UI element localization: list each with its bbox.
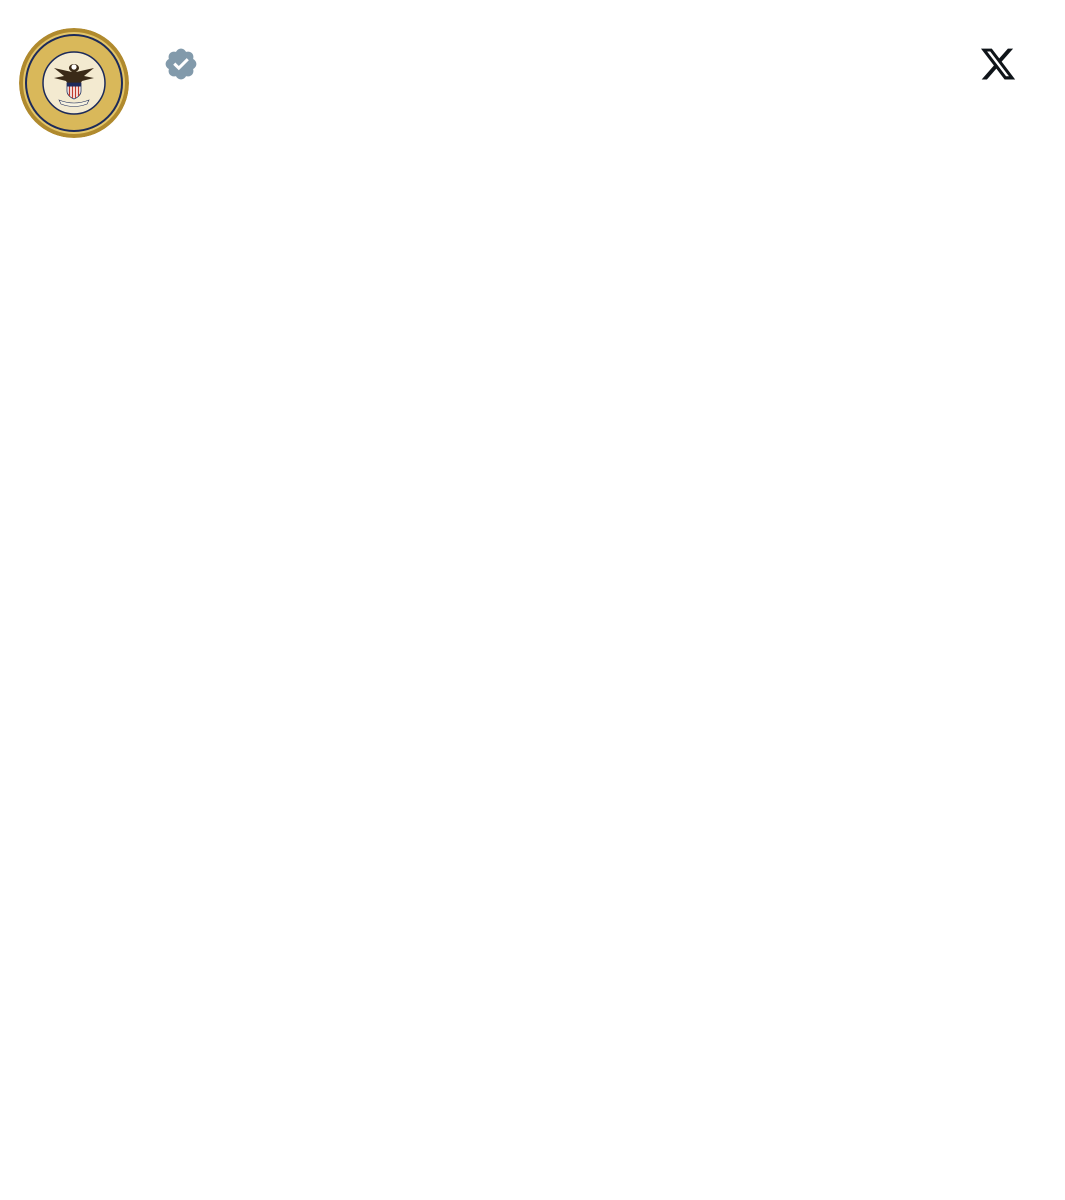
x-logo-icon [979, 45, 1017, 83]
name-row [155, 40, 199, 88]
source-watermark [979, 40, 1019, 88]
avatar[interactable] [19, 28, 129, 138]
verified-badge-icon [163, 46, 199, 82]
author-identity [155, 40, 199, 90]
doj-seal-icon [19, 28, 129, 138]
post-header [0, 0, 1065, 170]
